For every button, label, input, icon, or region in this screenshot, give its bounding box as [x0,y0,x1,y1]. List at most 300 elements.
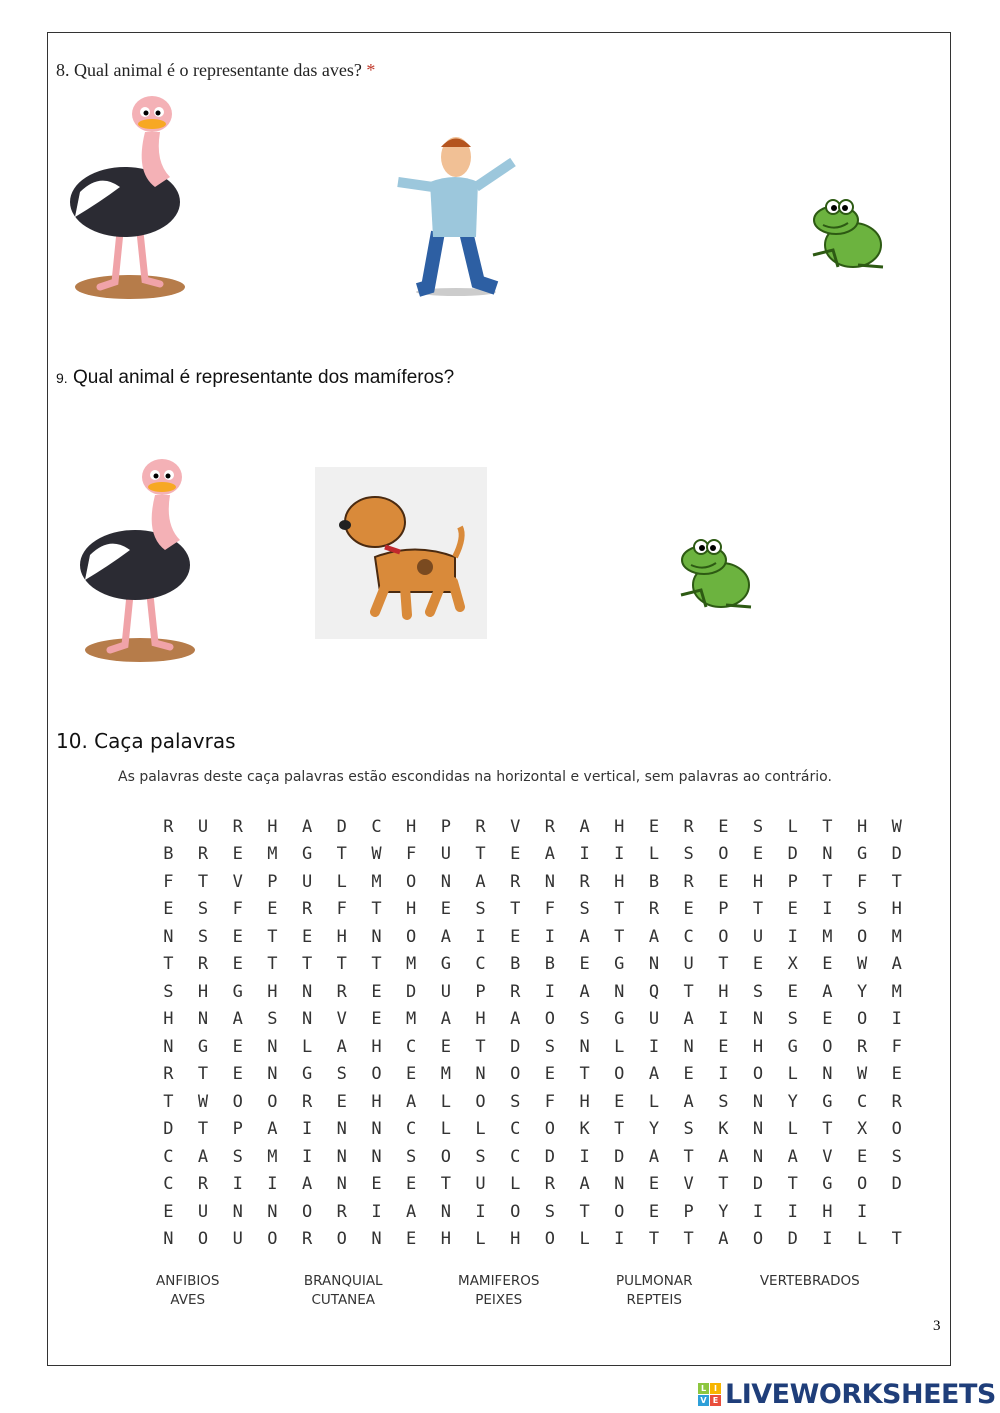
grid-letter[interactable]: E [648,1201,660,1222]
option-dog-image[interactable] [315,467,487,639]
grid-letter[interactable]: W [371,844,382,865]
grid-letter[interactable]: D [752,1174,764,1195]
grid-letter[interactable]: N [822,844,833,865]
grid-letter[interactable]: I [475,926,486,947]
grid-letter[interactable]: C [683,926,694,947]
grid-letter[interactable]: R [475,816,486,837]
grid-letter[interactable]: O [822,1036,833,1057]
grid-letter[interactable]: O [614,1201,625,1222]
grid-letter[interactable]: E [752,954,764,975]
grid-letter[interactable]: Y [787,1091,798,1112]
grid-letter[interactable]: I [856,1201,868,1222]
grid-letter[interactable]: A [787,1146,798,1167]
grid-letter[interactable]: E [232,1036,243,1057]
grid-letter[interactable]: P [232,1119,243,1140]
grid-letter[interactable]: L [787,1119,798,1140]
grid-letter[interactable]: N [267,1064,278,1085]
grid-letter[interactable]: R [301,899,313,920]
grid-letter[interactable]: I [787,926,798,947]
grid-letter[interactable]: Y [718,1201,729,1222]
grid-letter[interactable]: T [822,1119,833,1140]
grid-letter[interactable]: E [891,1064,902,1085]
grid-letter[interactable]: S [197,926,209,947]
grid-letter[interactable]: R [683,816,694,837]
grid-letter[interactable]: I [475,1201,486,1222]
grid-letter[interactable]: U [683,954,694,975]
grid-letter[interactable]: O [475,1091,486,1112]
grid-letter[interactable]: E [163,899,174,920]
grid-letter[interactable]: H [475,1009,486,1030]
grid-letter[interactable]: A [510,1009,521,1030]
grid-letter[interactable]: S [752,816,764,837]
grid-letter[interactable]: H [371,1036,382,1057]
grid-letter[interactable]: T [614,899,625,920]
grid-letter[interactable]: E [406,1064,417,1085]
grid-letter[interactable]: E [718,871,729,892]
grid-letter[interactable]: R [683,871,694,892]
grid-letter[interactable]: H [718,981,729,1002]
grid-letter[interactable]: I [232,1174,243,1195]
grid-letter[interactable]: H [371,1091,382,1112]
grid-letter[interactable]: H [267,816,278,837]
grid-letter[interactable]: V [232,871,243,892]
grid-letter[interactable]: M [440,1064,451,1085]
grid-letter[interactable]: E [406,1229,417,1250]
grid-letter[interactable]: G [822,1174,833,1195]
grid-letter[interactable]: N [614,981,625,1002]
grid-letter[interactable]: T [648,1229,660,1250]
grid-letter[interactable]: V [683,1174,694,1195]
grid-letter[interactable]: R [544,816,556,837]
grid-letter[interactable]: O [510,1201,521,1222]
grid-letter[interactable]: I [579,844,590,865]
grid-letter[interactable]: B [163,844,174,865]
grid-letter[interactable]: S [544,1201,556,1222]
grid-letter[interactable]: N [475,1064,486,1085]
grid-letter[interactable]: T [336,844,347,865]
grid-letter[interactable]: T [475,1036,486,1057]
grid-letter[interactable]: H [822,1201,833,1222]
grid-letter[interactable]: I [267,1174,278,1195]
grid-letter[interactable]: N [752,1119,764,1140]
grid-letter[interactable]: T [163,1091,174,1112]
grid-letter[interactable]: C [163,1146,174,1167]
option-ostrich-image[interactable] [70,455,200,665]
grid-letter[interactable]: G [614,1009,625,1030]
grid-letter[interactable]: H [614,816,625,837]
grid-letter[interactable]: O [301,1201,313,1222]
grid-letter[interactable]: S [336,1064,347,1085]
grid-letter[interactable]: T [752,899,764,920]
grid-letter[interactable]: F [336,899,347,920]
grid-letter[interactable]: O [544,1119,556,1140]
grid-letter[interactable]: A [440,926,451,947]
grid-letter[interactable]: C [475,954,486,975]
grid-letter[interactable]: E [683,899,694,920]
grid-letter[interactable]: N [232,1201,243,1222]
grid-letter[interactable]: U [752,926,764,947]
grid-letter[interactable]: R [163,816,174,837]
grid-letter[interactable]: D [891,1174,902,1195]
grid-letter[interactable]: K [718,1119,729,1140]
grid-letter[interactable]: W [197,1091,209,1112]
grid-letter[interactable]: C [856,1091,868,1112]
grid-letter[interactable]: S [267,1009,278,1030]
grid-letter[interactable]: B [510,954,521,975]
grid-letter[interactable]: O [718,926,729,947]
grid-letter[interactable]: O [232,1091,243,1112]
grid-letter[interactable]: R [232,816,243,837]
grid-letter[interactable]: M [406,1009,417,1030]
grid-letter[interactable]: A [648,926,660,947]
grid-letter[interactable]: A [475,871,486,892]
grid-letter[interactable]: V [336,1009,347,1030]
grid-letter[interactable]: R [544,1174,556,1195]
grid-letter[interactable]: M [891,926,902,947]
grid-letter[interactable]: D [614,1146,625,1167]
grid-letter[interactable]: M [371,871,382,892]
grid-letter[interactable]: N [648,954,660,975]
grid-letter[interactable]: O [510,1064,521,1085]
grid-letter[interactable]: T [683,981,694,1002]
grid-letter[interactable]: I [544,981,556,1002]
grid-letter[interactable]: O [440,1146,451,1167]
grid-letter[interactable]: N [301,981,313,1002]
grid-letter[interactable]: E [232,1064,243,1085]
grid-letter[interactable]: N [440,871,451,892]
grid-letter[interactable]: E [232,844,243,865]
grid-letter[interactable]: P [267,871,278,892]
grid-letter[interactable]: S [579,1009,590,1030]
grid-letter[interactable]: H [752,871,764,892]
grid-letter[interactable]: A [579,1174,590,1195]
grid-letter[interactable]: B [648,871,660,892]
grid-letter[interactable]: I [301,1146,313,1167]
grid-letter[interactable]: R [301,1091,313,1112]
grid-letter[interactable]: M [267,1146,278,1167]
grid-letter[interactable]: L [510,1174,521,1195]
grid-letter[interactable]: M [891,981,902,1002]
grid-letter[interactable]: O [406,926,417,947]
grid-letter[interactable]: S [891,1146,902,1167]
option-man-image[interactable] [388,132,523,297]
grid-letter[interactable]: D [163,1119,174,1140]
grid-letter[interactable]: S [475,1146,486,1167]
grid-letter[interactable]: G [197,1036,209,1057]
grid-letter[interactable]: N [163,926,174,947]
grid-letter[interactable]: S [475,899,486,920]
grid-letter[interactable]: T [267,954,278,975]
grid-letter[interactable]: R [856,1036,868,1057]
grid-letter[interactable]: O [856,926,868,947]
grid-letter[interactable]: N [371,1119,382,1140]
grid-letter[interactable]: G [614,954,625,975]
grid-letter[interactable]: C [406,1119,417,1140]
grid-letter[interactable]: O [856,1009,868,1030]
grid-letter[interactable]: T [822,871,833,892]
grid-letter[interactable]: V [510,816,521,837]
grid-letter[interactable]: I [614,844,625,865]
grid-letter[interactable]: N [371,926,382,947]
grid-letter[interactable]: P [683,1201,694,1222]
grid-letter[interactable]: X [787,954,798,975]
grid-letter[interactable]: T [683,1229,694,1250]
grid-letter[interactable]: N [301,1009,313,1030]
grid-letter[interactable]: H [336,926,347,947]
grid-letter[interactable]: L [301,1036,313,1057]
grid-letter[interactable]: A [648,1146,660,1167]
grid-letter[interactable]: L [440,1091,451,1112]
grid-letter[interactable]: O [267,1229,278,1250]
grid-letter[interactable]: O [614,1064,625,1085]
grid-letter[interactable]: S [856,899,868,920]
grid-letter[interactable]: A [544,844,556,865]
grid-letter[interactable]: H [614,871,625,892]
grid-letter[interactable]: E [787,899,798,920]
grid-letter[interactable]: E [371,1174,382,1195]
grid-letter[interactable]: A [683,1009,694,1030]
grid-letter[interactable]: E [406,1174,417,1195]
grid-letter[interactable]: S [510,1091,521,1112]
grid-letter[interactable]: A [267,1119,278,1140]
grid-letter[interactable]: S [718,1091,729,1112]
grid-letter[interactable]: L [614,1036,625,1057]
grid-letter[interactable]: B [544,954,556,975]
grid-letter[interactable]: L [336,871,347,892]
grid-letter[interactable]: R [579,871,590,892]
grid-letter[interactable]: S [683,844,694,865]
grid-letter[interactable]: G [301,844,313,865]
grid-letter[interactable]: U [440,981,451,1002]
grid-letter[interactable]: I [822,899,833,920]
grid-letter[interactable]: F [891,1036,902,1057]
grid-letter[interactable]: A [301,816,313,837]
grid-letter[interactable]: T [683,1146,694,1167]
grid-letter[interactable]: A [197,1146,209,1167]
grid-letter[interactable]: U [301,871,313,892]
grid-letter[interactable]: E [648,1174,660,1195]
grid-letter[interactable]: R [510,871,521,892]
grid-letter[interactable]: T [787,1174,798,1195]
grid-letter[interactable]: R [336,981,347,1002]
grid-letter[interactable]: L [648,844,660,865]
grid-letter[interactable]: Y [648,1119,660,1140]
grid-letter[interactable]: E [232,954,243,975]
grid-letter[interactable]: O [718,844,729,865]
grid-letter[interactable]: A [579,926,590,947]
grid-letter[interactable]: W [891,816,902,837]
grid-letter[interactable]: S [787,1009,798,1030]
grid-letter[interactable]: L [475,1119,486,1140]
grid-letter[interactable]: T [475,844,486,865]
grid-letter[interactable]: M [406,954,417,975]
grid-letter[interactable]: T [197,1119,209,1140]
grid-letter[interactable]: S [406,1146,417,1167]
grid-letter[interactable]: H [406,899,417,920]
grid-letter[interactable]: E [752,844,764,865]
grid-letter[interactable]: U [232,1229,243,1250]
grid-letter[interactable]: R [510,981,521,1002]
grid-letter[interactable]: D [510,1036,521,1057]
grid-letter[interactable]: H [406,816,417,837]
grid-letter[interactable]: S [683,1119,694,1140]
grid-letter[interactable]: F [163,871,174,892]
grid-letter[interactable]: I [301,1119,313,1140]
grid-letter[interactable]: H [440,1229,451,1250]
grid-letter[interactable]: C [510,1146,521,1167]
grid-letter[interactable]: K [579,1119,590,1140]
grid-letter[interactable]: E [163,1201,174,1222]
grid-letter[interactable]: F [544,899,556,920]
grid-letter[interactable]: E [614,1091,625,1112]
grid-letter[interactable]: L [579,1229,590,1250]
grid-letter[interactable]: I [544,926,556,947]
grid-letter[interactable]: L [440,1119,451,1140]
grid-letter[interactable]: N [371,1229,382,1250]
grid-letter[interactable]: T [718,954,729,975]
grid-letter[interactable]: O [544,1229,556,1250]
grid-letter[interactable]: M [822,926,833,947]
grid-letter[interactable]: A [440,1009,451,1030]
grid-letter[interactable]: N [371,1146,382,1167]
grid-letter[interactable]: Y [856,981,868,1002]
word-search-grid[interactable] [151,813,914,1253]
option-frog-image[interactable] [808,190,888,280]
grid-letter[interactable]: E [232,926,243,947]
grid-letter[interactable]: E [718,816,729,837]
grid-letter[interactable]: T [163,954,174,975]
grid-letter[interactable]: I [822,1229,833,1250]
grid-letter[interactable]: T [301,954,313,975]
grid-letter[interactable]: D [544,1146,556,1167]
grid-letter[interactable]: N [752,1091,764,1112]
grid-letter[interactable]: O [197,1229,209,1250]
grid-letter[interactable]: N [440,1201,451,1222]
grid-letter[interactable]: M [267,844,278,865]
grid-letter[interactable]: D [336,816,347,837]
grid-letter[interactable]: L [648,1091,660,1112]
grid-letter[interactable]: W [856,954,868,975]
grid-letter[interactable]: E [856,1146,868,1167]
grid-letter[interactable]: O [752,1229,764,1250]
grid-letter[interactable]: N [163,1036,174,1057]
grid-letter[interactable]: A [579,816,590,837]
grid-letter[interactable]: U [197,816,209,837]
grid-letter[interactable]: P [718,899,729,920]
grid-letter[interactable]: I [648,1036,660,1057]
grid-letter[interactable]: I [579,1146,590,1167]
grid-letter[interactable]: N [683,1036,694,1057]
grid-letter[interactable]: I [752,1201,764,1222]
grid-letter[interactable]: U [475,1174,486,1195]
grid-letter[interactable]: E [683,1064,694,1085]
grid-letter[interactable]: N [752,1146,764,1167]
grid-letter[interactable]: O [267,1091,278,1112]
grid-letter[interactable]: H [510,1229,521,1250]
grid-letter[interactable]: N [544,871,556,892]
grid-letter[interactable]: O [544,1009,556,1030]
grid-letter[interactable]: C [510,1119,521,1140]
grid-letter[interactable]: S [197,899,209,920]
grid-letter[interactable]: S [544,1036,556,1057]
grid-letter[interactable]: O [891,1119,902,1140]
grid-letter[interactable]: O [336,1229,347,1250]
grid-letter[interactable]: U [440,844,451,865]
grid-letter[interactable]: T [336,954,347,975]
grid-letter[interactable]: X [856,1119,868,1140]
grid-letter[interactable]: I [787,1201,798,1222]
grid-letter[interactable]: G [787,1036,798,1057]
grid-letter[interactable]: S [232,1146,243,1167]
grid-letter[interactable]: A [683,1091,694,1112]
grid-letter[interactable]: C [406,1036,417,1057]
grid-letter[interactable]: N [163,1229,174,1250]
grid-letter[interactable]: F [856,871,868,892]
grid-letter[interactable]: A [648,1064,660,1085]
grid-letter[interactable]: T [614,1119,625,1140]
grid-letter[interactable]: P [440,816,451,837]
grid-letter[interactable]: F [232,899,243,920]
grid-letter[interactable]: R [336,1201,347,1222]
grid-letter[interactable]: O [371,1064,382,1085]
grid-letter[interactable]: U [197,1201,209,1222]
grid-letter[interactable]: R [163,1064,174,1085]
grid-letter[interactable]: O [856,1174,868,1195]
grid-letter[interactable]: D [787,1229,798,1250]
grid-letter[interactable]: T [510,899,521,920]
grid-letter[interactable]: I [891,1009,902,1030]
grid-letter[interactable]: D [891,844,902,865]
grid-letter[interactable]: L [475,1229,486,1250]
grid-letter[interactable]: T [891,871,902,892]
grid-letter[interactable]: L [787,1064,798,1085]
grid-letter[interactable]: T [267,926,278,947]
grid-letter[interactable]: I [371,1201,382,1222]
grid-letter[interactable]: A [822,981,833,1002]
grid-letter[interactable]: I [718,1064,729,1085]
grid-letter[interactable]: G [856,844,868,865]
grid-letter[interactable]: E [822,954,833,975]
grid-letter[interactable]: N [336,1174,347,1195]
grid-letter[interactable]: T [614,926,625,947]
grid-letter[interactable]: R [648,899,660,920]
grid-letter[interactable]: A [301,1174,313,1195]
grid-letter[interactable]: T [579,1201,590,1222]
grid-letter[interactable]: R [301,1229,313,1250]
grid-letter[interactable]: A [406,1201,417,1222]
grid-letter[interactable]: E [787,981,798,1002]
grid-letter[interactable]: E [440,1036,451,1057]
grid-letter[interactable]: A [718,1146,729,1167]
grid-letter[interactable]: C [163,1174,174,1195]
grid-letter[interactable]: E [579,954,590,975]
grid-letter[interactable]: E [510,844,521,865]
grid-letter[interactable]: H [752,1036,764,1057]
grid-letter[interactable]: T [371,899,382,920]
grid-letter[interactable]: T [197,1064,209,1085]
grid-letter[interactable]: G [301,1064,313,1085]
grid-letter[interactable]: E [440,899,451,920]
grid-letter[interactable]: N [267,1036,278,1057]
grid-letter[interactable]: A [406,1091,417,1112]
grid-letter[interactable]: E [371,981,382,1002]
grid-letter[interactable]: T [891,1229,902,1250]
grid-letter[interactable]: T [440,1174,451,1195]
grid-letter[interactable]: A [336,1036,347,1057]
grid-letter[interactable]: S [752,981,764,1002]
grid-letter[interactable]: L [787,816,798,837]
grid-letter[interactable]: V [822,1146,833,1167]
